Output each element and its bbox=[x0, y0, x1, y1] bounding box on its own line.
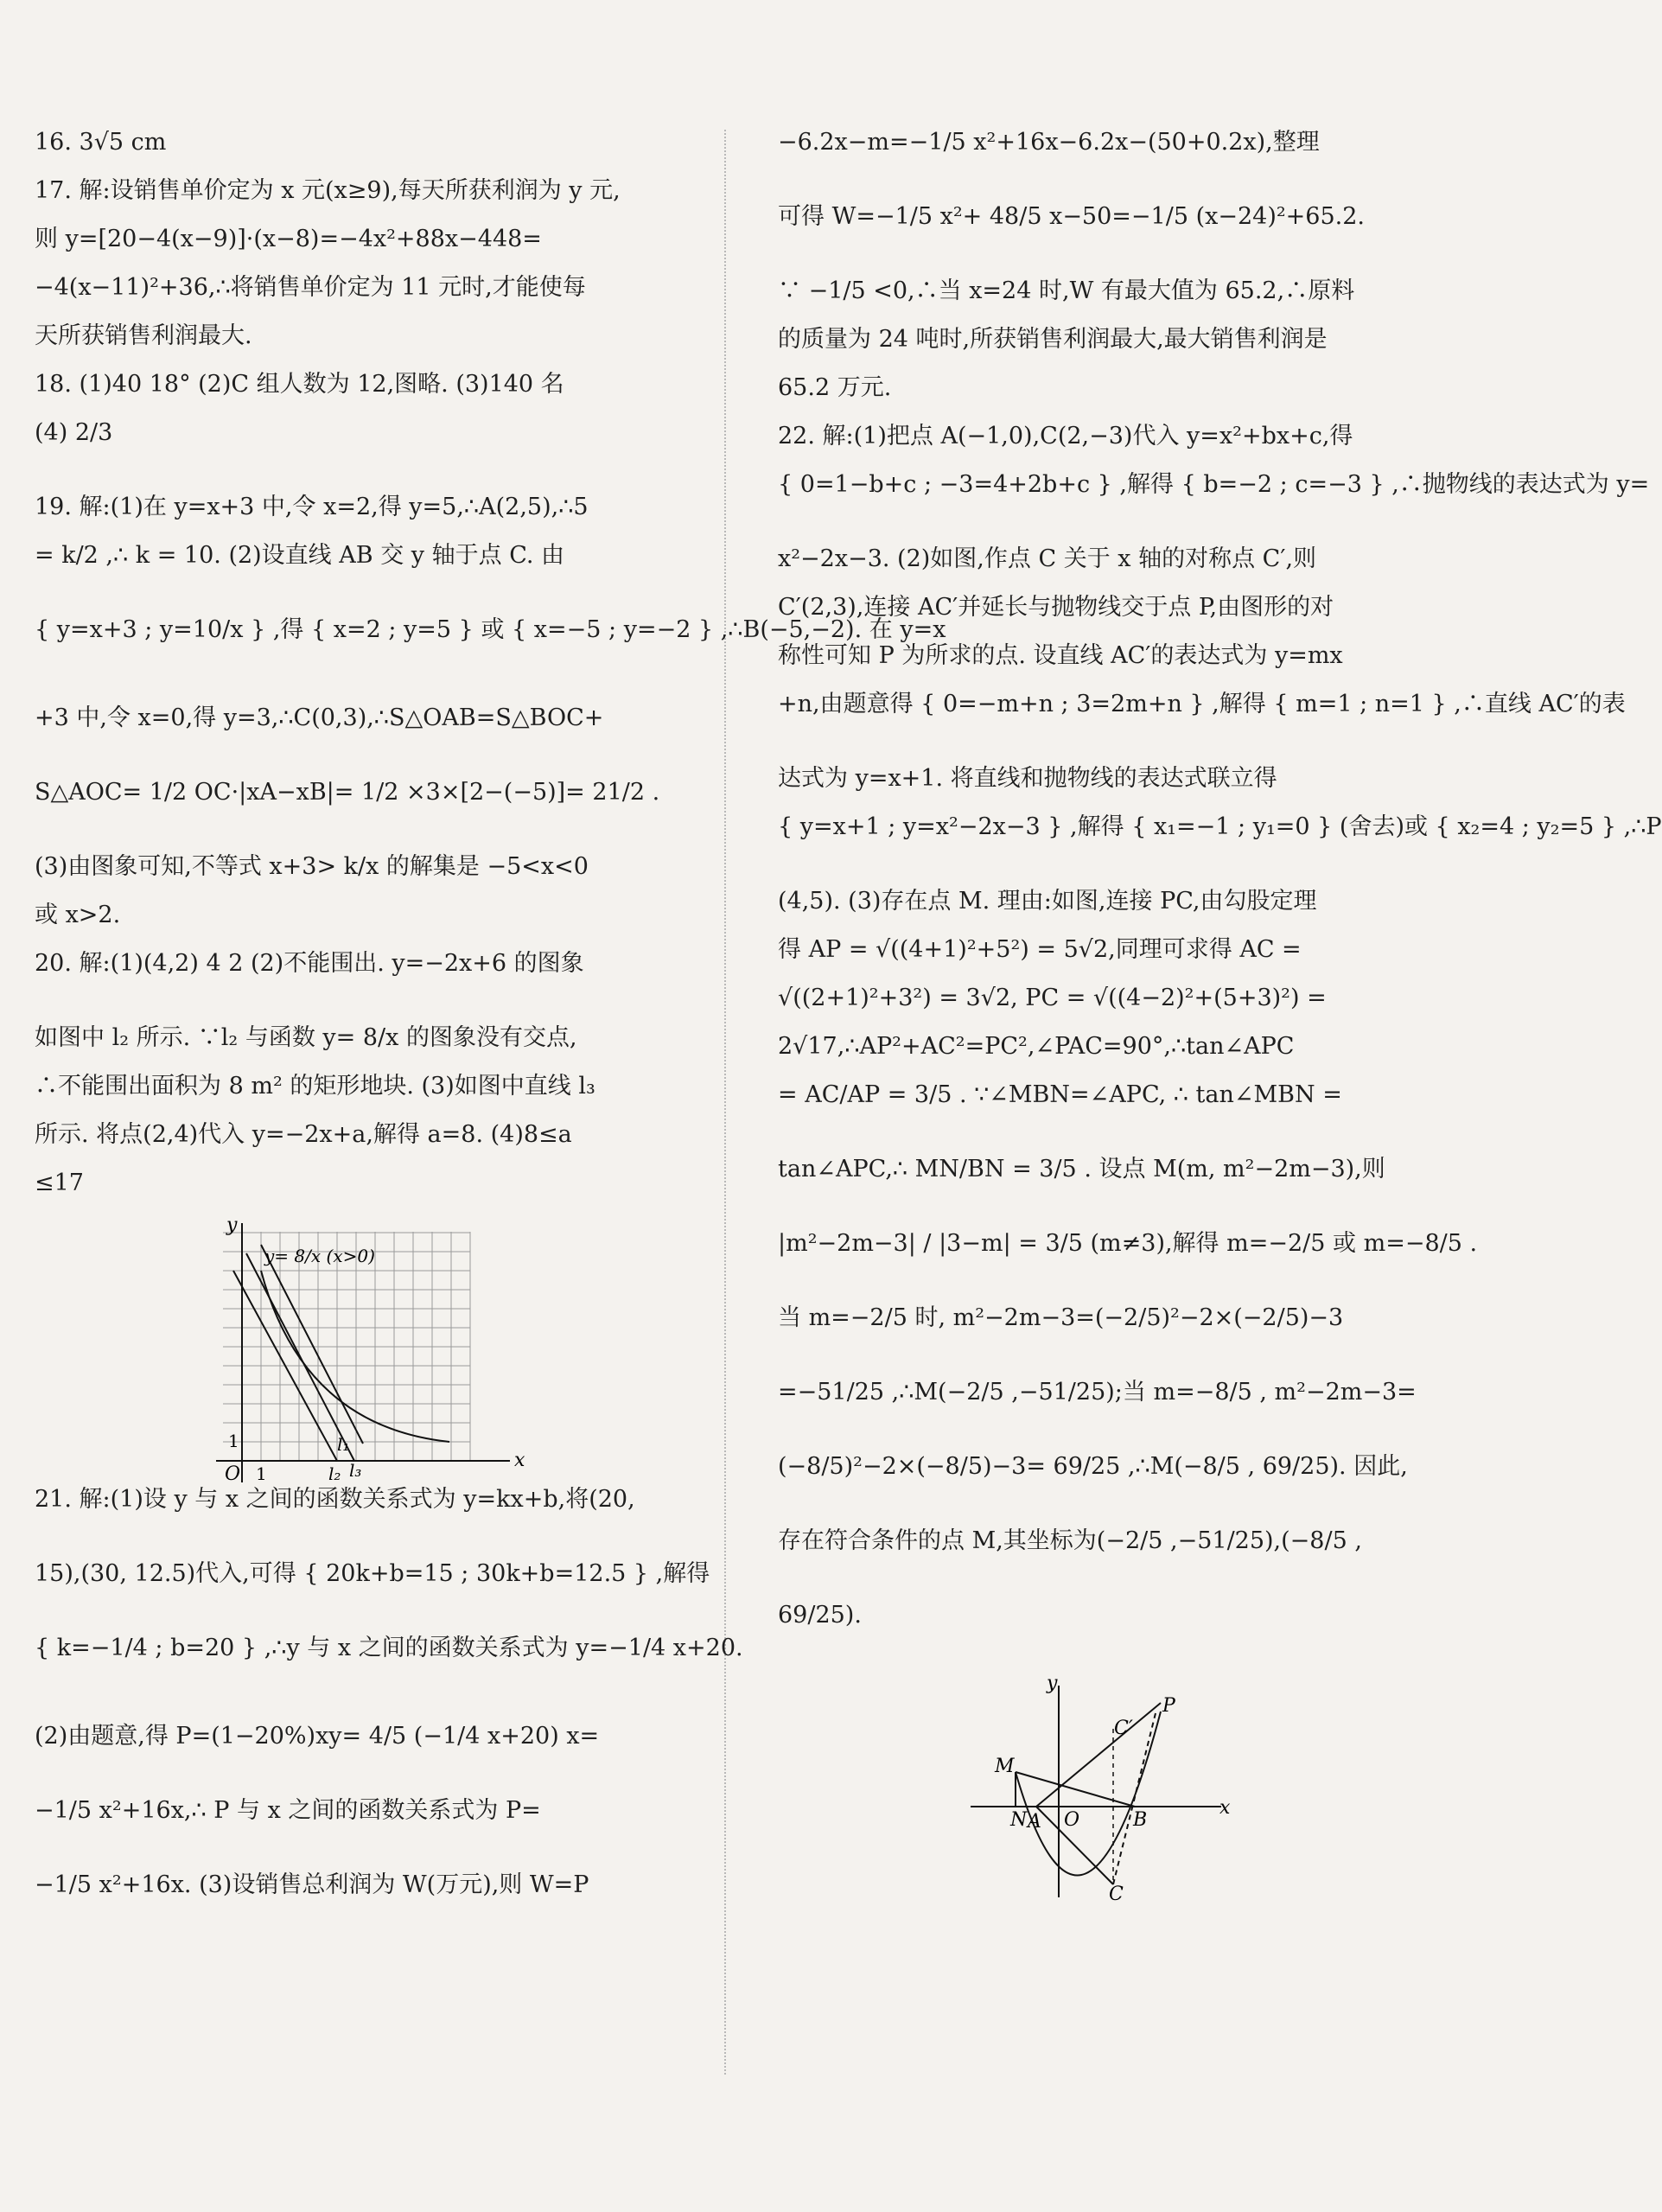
line: (2)由题意,得 P=(1−20%)xy= 4/5 (−1/4 x+20) x= bbox=[35, 1723, 600, 1750]
line: −4(x−11)²+36,∴将销售单价定为 11 元时,才能使每 bbox=[35, 274, 586, 301]
line: ∴不能围出面积为 8 m² 的矩形地块. (3)如图中直线 l₃ bbox=[35, 1073, 595, 1100]
line: 17. 解:设销售单价定为 x 元(x≥9),每天所获利润为 y 元, bbox=[35, 177, 621, 204]
line: ≤17 bbox=[35, 1170, 84, 1196]
line: 当 m=−2/5 时, m²−2m−3=(−2/5)²−2×(−2/5)−3 bbox=[778, 1304, 1344, 1331]
line: (4) 2/3 bbox=[35, 419, 113, 446]
line: 的质量为 24 吨时,所获销售利润最大,最大销售利润是 bbox=[778, 326, 1328, 353]
tick-x-1: 1 bbox=[256, 1463, 267, 1484]
line: = AC/AP = 3/5 . ∵∠MBN=∠APC, ∴ tan∠MBN = bbox=[778, 1081, 1342, 1108]
figure-inverse-function bbox=[207, 1214, 536, 1487]
origin-label: O bbox=[225, 1463, 241, 1485]
line: 20. 解:(1)(4,2) 4 2 (2)不能围出. y=−2x+6 的图象 bbox=[35, 950, 584, 977]
line: x²−2x−3. (2)如图,作点 C 关于 x 轴的对称点 C′,则 bbox=[778, 545, 1317, 572]
line: 19. 解:(1)在 y=x+3 中,令 x=2,得 y=5,∴A(2,5),∴5 bbox=[35, 494, 589, 520]
line: 16. 3√5 cm bbox=[35, 129, 167, 156]
point-C: C bbox=[1108, 1884, 1124, 1905]
line: = k/2 ,∴ k = 10. (2)设直线 AB 交 y 轴于点 C. 由 bbox=[35, 542, 565, 569]
point-B: B bbox=[1132, 1809, 1147, 1831]
line-l2 bbox=[246, 1253, 354, 1461]
line: 得 AP = √((4+1)²+5²) = 5√2,同理可求得 AC = bbox=[778, 936, 1302, 963]
line: 达式为 y=x+1. 将直线和抛物线的表达式联立得 bbox=[778, 765, 1277, 792]
line: { 0=1−b+c ; −3=4+2b+c } ,解得 { b=−2 ; c=−3 } ,∴抛物线的表达式为 y= bbox=[778, 471, 1650, 498]
line: 存在符合条件的点 M,其坐标为(−2/5 ,−51/25),(−8/5 , bbox=[778, 1527, 1362, 1554]
x-axis-label: x bbox=[514, 1450, 525, 1471]
line: 或 x>2. bbox=[35, 902, 121, 928]
line: { k=−1/4 ; b=20 } ,∴y 与 x 之间的函数关系式为 y=−1/4 x+20. bbox=[35, 1635, 743, 1661]
line-MB bbox=[1016, 1772, 1135, 1807]
point-A: A bbox=[1027, 1811, 1041, 1833]
line: { y=x+1 ; y=x²−2x−3 } ,解得 { x₁=−1 ; y₁=0 } (舍去)或 { x₂=4 ; y₂=5 } ,∴P bbox=[778, 813, 1662, 840]
line: √((2+1)²+3²) = 3√2, PC = √((4−2)²+(5+3)²) = bbox=[778, 985, 1327, 1011]
point-C-prime: C′ bbox=[1113, 1718, 1133, 1739]
tick-y-1: 1 bbox=[228, 1431, 239, 1451]
y-axis-label: y bbox=[1046, 1673, 1057, 1694]
line: −6.2x−m=−1/5 x²+16x−6.2x−(50+0.2x),整理 bbox=[778, 129, 1320, 156]
line: 69/25). bbox=[778, 1602, 862, 1629]
line-AP bbox=[1036, 1703, 1161, 1807]
line: (−8/5)²−2×(−8/5)−3= 69/25 ,∴M(−8/5 , 69/25). 因此, bbox=[778, 1453, 1408, 1480]
line: { y=x+3 ; y=10/x } ,得 { x=2 ; y=5 } 或 { x=−5 ; y=−2 } ,∴B(−5,−2). 在 y=x bbox=[35, 616, 946, 643]
line: 22. 解:(1)把点 A(−1,0),C(2,−3)代入 y=x²+bx+c,得 bbox=[778, 423, 1353, 449]
figure-parabola bbox=[962, 1673, 1239, 1905]
line: 65.2 万元. bbox=[778, 374, 892, 401]
line: 21. 解:(1)设 y 与 x 之间的函数关系式为 y=kx+b,将(20, bbox=[35, 1486, 635, 1513]
line: (4,5). (3)存在点 M. 理由:如图,连接 PC,由勾股定理 bbox=[778, 888, 1317, 915]
line: −1/5 x²+16x,∴ P 与 x 之间的函数关系式为 P= bbox=[35, 1797, 541, 1824]
line: |m²−2m−3| / |3−m| = 3/5 (m≠3),解得 m=−2/5 或 m=−8/5 . bbox=[778, 1230, 1478, 1257]
column-divider bbox=[724, 130, 726, 2075]
line: 15),(30, 12.5)代入,可得 { 20k+b=15 ; 30k+b=12.5 } ,解得 bbox=[35, 1560, 710, 1587]
line: 所示. 将点(2,4)代入 y=−2x+a,解得 a=8. (4)8≤a bbox=[35, 1121, 572, 1148]
line: 18. (1)40 18° (2)C 组人数为 12,图略. (3)140 名 bbox=[35, 371, 564, 398]
point-M: M bbox=[994, 1756, 1015, 1777]
line: +n,由题意得 { 0=−m+n ; 3=2m+n } ,解得 { m=1 ; n=1 } ,∴直线 AC′的表 bbox=[778, 691, 1626, 717]
point-P: P bbox=[1162, 1695, 1175, 1717]
label-l1: l₁ bbox=[337, 1434, 350, 1455]
line: 可得 W=−1/5 x²+ 48/5 x−50=−1/5 (x−24)²+65.2. bbox=[778, 203, 1365, 230]
line: 2√17,∴AP²+AC²=PC²,∠PAC=90°,∴tan∠APC bbox=[778, 1033, 1295, 1060]
line: tan∠APC,∴ MN/BN = 3/5 . 设点 M(m, m²−2m−3),则 bbox=[778, 1156, 1385, 1182]
line: (3)由图象可知,不等式 x+3> k/x 的解集是 −5<x<0 bbox=[35, 853, 589, 880]
line: =−51/25 ,∴M(−2/5 ,−51/25);当 m=−8/5 , m²−2m−3= bbox=[778, 1379, 1417, 1406]
x-axis-label: x bbox=[1219, 1797, 1230, 1819]
line: 天所获销售利润最大. bbox=[35, 322, 252, 349]
line: S△AOC= 1/2 OC·|xA−xB|= 1/2 ×3×[2−(−5)]= 21/2 . bbox=[35, 779, 660, 806]
hyperbola-curve bbox=[261, 1271, 449, 1442]
line: C′(2,3),连接 AC′并延长与抛物线交于点 P,由图形的对 bbox=[778, 594, 1334, 621]
point-O: O bbox=[1063, 1809, 1079, 1831]
line: +3 中,令 x=0,得 y=3,∴C(0,3),∴S△OAB=S△BOC+ bbox=[35, 704, 604, 731]
line: 称性可知 P 为所求的点. 设直线 AC′的表达式为 y=mx bbox=[778, 642, 1343, 669]
right-column bbox=[778, 129, 1662, 1905]
line: 如图中 l₂ 所示. ∵l₂ 与函数 y= 8/x 的图象没有交点, bbox=[35, 1024, 577, 1051]
label-l3: l₃ bbox=[349, 1460, 362, 1481]
line: ∵ −1/5 <0,∴当 x=24 时,W 有最大值为 65.2,∴原料 bbox=[778, 277, 1355, 304]
label-l2: l₂ bbox=[328, 1463, 341, 1484]
line: −1/5 x²+16x. (3)设销售总利润为 W(万元),则 W=P bbox=[35, 1871, 589, 1898]
y-axis-label: y bbox=[226, 1214, 238, 1236]
curve-label: y= 8/x (x>0) bbox=[264, 1246, 375, 1266]
point-N: N bbox=[1009, 1809, 1027, 1831]
line: 则 y=[20−4(x−9)]·(x−8)=−4x²+88x−448= bbox=[35, 226, 542, 252]
